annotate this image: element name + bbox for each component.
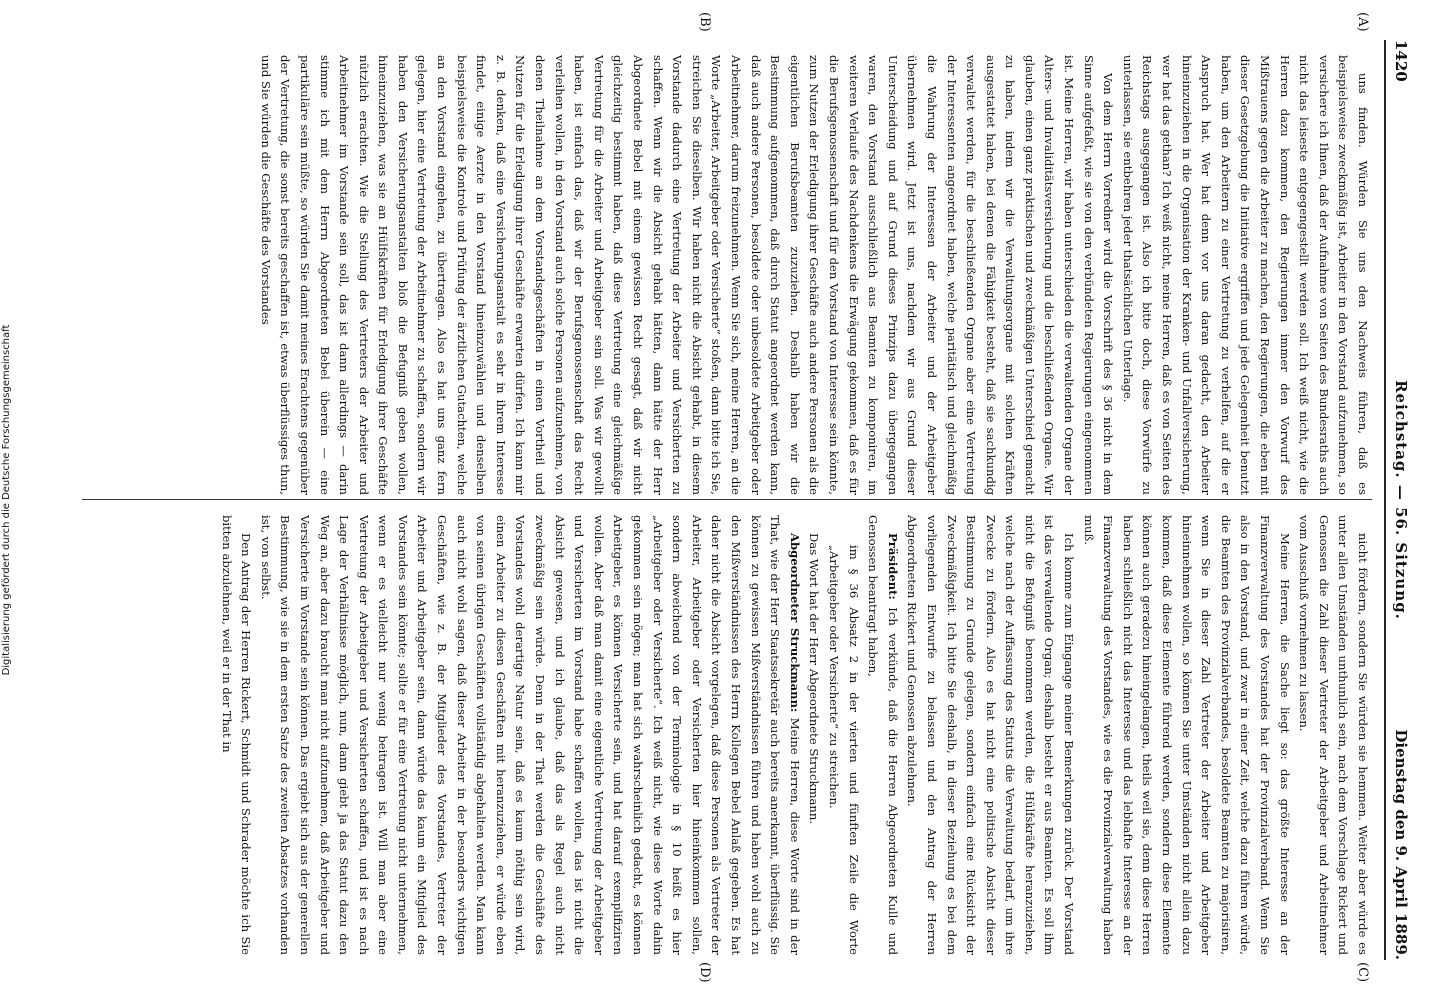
speaker-label-president: Präsident: <box>885 533 900 600</box>
digitization-credit: Digitalisierung gefördert durch die Deutsche Forschungsgemeinschaft <box>1 324 12 676</box>
struckmann-speech <box>255 515 804 955</box>
column-divider <box>82 499 1372 500</box>
left-paragraph-2: Von dem Herrn Vorredner wird die Vorschrift des § 36 nicht in dem Sinne aufgefaßt, wie sie von den verbündeten Regierungen eingenommen ist. Meine Herren, wir haben unterschieden die verwaltenden Organe der Alters- und Invaliditätsversicherung und die beschließenden Organe. Wir glauben, einen ganz praktischen und zweckmäßigen Unterschied gemacht zu haben, indem wir die Verwaltungsorgane mit solchen Kräften ausgestattet haben, bei denen die Fähigkeit besteht, daß sie sachkundig verwaltet werden, für die beschließenden Organe aber eine Vertretung der Interessenten angeordnet haben, welche paritätisch und gleichmäßig die Wahrung der Interessen der Arbeiter und der Arbeitgeber übernehmen wird. Jetzt ist uns, nachdem wir aus Grund dieser Unterscheidung und auf Grund dieses Prinzips dazu übergegangen waren, den Vorstand ausschließlich aus Beamten zu komponiren, im weiteren Verlaufe des Nachdenkens die Erwägung gekommen, daß es für die Berufsgenossenschaft und für den Vorstand von Interesse sein könnte, zum Nutzen der Erledigung ihrer Geschäfte auch andere Personen als die eigentlichen Berufsbeamten zuzuziehen. Deshalb haben wir die Bestimmung aufgenommen, daß durch Statut angeordnet werden kann, daß auch andere Personen, besoldete oder unbesoldete Arbeitgeber oder Arbeitnehmer, darum freizunehmen. Wenn Sie sich, meine Herren, an die Worte „Arbeiter, Arbeitgeber oder Versicherte“ stoßen, dann bitte ich Sie, streichen Sie dieselben. Wir haben nicht die Absicht gehabt, in diesem Vorstande dadurch eine Vertretung der Arbeiter und Versicherten zu schaffen. Wenn wir die Absicht gehabt hätten, dann hätte der Herr Abgeordnete Bebel mit einem gewissen Recht gesagt, daß wir nicht gleichzeitig bestimmt haben, daß diese Vertretung eine gleichmäßige Vertretung für die Arbeiter und Arbeitgeber sein soll. Was wir gewollt haben, ist einfach das, daß wir der Berufsgenossenschaft das Recht verleihen wollen, in den Vorstand auch solche Personen aufzunehmen, von denen Theilnahme an dem Vorstandsgeschäften in einen Vortheil und Nutzen für die Erledigung ihrer Geschäfte erwarten dürfen. Ich kann mir z. B. denken, daß eine Versicherungsanstalt es sehr in ihrem Interesse findet, einige Aerzte in den Vorstand hineinzuwählen und denselben beispielsweise die Kontrole und Prüfung der ärztlichen Gutachten, welche an den Vorstand eingehen, zu übertragen. Also es hat uns ganz fern gelegen, hier eine Vertretung der Arbeitnehmer zu schaffen, sondern wir haben den Versicherungsanstalten bloß die Befugniß geben wollen, hineinzuziehen, was sie an Hülfskräften für Erledigung ihrer Geschäfte nützlich erachten. Wie die Stellung des Vertreters der Arbeiter und Arbeitnehmer im Vorstande sein soll, das ist dann allerdings — darin stimme ich mit dem Herrn Abgeordneten Bebel überein — eine partikuläre sein müßte, so würden Sie damit meines Erachtens gegenüber der Vertretung, die sonst bereits geschaffen ist, etwas überflüssiges thun, und Sie würden die Geschäfte des Vorstandes <box>258 55 1116 495</box>
right-paragraph-2: Meine Herren, die Sache liegt so: das größte Interesse an der Finanzverwaltung des Vorstandes hat der Provinzialverband. Wenn Sie also in den Vorstand, und zwar in einer Zeit, welche dazu führen würde, die Beamten des Provinzialverbandes, besoldete Beamten zu majorisiren, wenn Sie in dieser Zahl Vertreter der Arbeiter und Arbeitgeber hineinnehmen wollen, so können Sie unter Umständen nicht allein dazu kommen, daß diese Elemente führend werden, sondern diese Elemente können auch geradezu hineingelangen, theils weil sie, denn diese Herren haben schließlich nicht das Interesse und das lebhafte Interesse an der Finanzverwaltung des Vorstandes, wie es die Provinzialverwaltung haben muß. <box>1081 515 1292 955</box>
left-column <box>82 55 1372 495</box>
motion-text: im § 36 Absatz 2 in der vierten und fünften Zeile die Worte „Arbeitgeber oder Versicherte“ zu streichen. <box>826 545 861 955</box>
margin-mark-b: (B) <box>697 12 712 32</box>
header-title: Reichstag. — 56. Sitzung. <box>1392 380 1410 620</box>
margin-mark-d: (D) <box>697 962 712 983</box>
right-paragraph-3: Ich komme zum Eingange meiner Bemerkungen zurück. Der Vorstand ist das verwaltende Organ; deshalb besteht er aus Beamten. Es soll ihm nicht die Befugniß benommen werden, die Hülfskräfte heranzuziehen, welche nach der Auffassung des Statuts die Verwaltung bedarf, um ihre Zwecke zu fördern. Also es hat nicht eine politische Absicht dieser Bestimmung zu Grunde gelegen, sondern einfach eine Rücksicht der Zweckmäßigkeit. Ich bitte Sie deshalb, in dieser Beziehung es bei dem vorliegenden Entwurfe zu belassen und den Antrag der Herren Abgeordneten Rickert und Genossen abzulehnen. <box>905 515 1077 955</box>
left-paragraph-1: uns finden. Würden Sie uns den Nachweis führen, daß es beispielsweise zweckmäßig ist, Arbeiter in den Vorstand aufzunehmen, so versichere ich Ihnen, daß der Aufnahme von Seiten des Bundesraths auch nicht das leiseste entgegengestellt werden soll. Ich weiß nicht, wie die Herren dazu kommen, den Regierungen immer den Vorwurf des Mißtrauens gegen die Arbeiter zu machen, den Regierungen, die eben mit dieser Gesetzgebung die Initiative ergriffen und jede Gelegenheit benutzt haben, um den Arbeitern zu einer Vertretung zu verhelfen, auf die er Anspruch hat. Wer hat denn vor uns daran gedacht, den Arbeiter hineinzuziehen in die Organisation der Kranken- und Unfallversicherung, wer hat das gethan? Ich weiß nicht, meine Herren, daß es von Seiten des Reichstags ausgegangen ist. Also ich bitte doch, diese Vorwürfe zu unterlassen, sie entbehren jeder thatsächlichen Unterlage. <box>1120 55 1370 495</box>
page-number: 1420 <box>1392 40 1410 82</box>
footer-strip <box>0 0 14 1000</box>
right-paragraph-8: Den Antrag der Herren Rickert, Schmidt und Schrader möchte ich Sie bitten abzulehnen, weil er in der That in <box>219 515 254 955</box>
margin-mark-c: (C) <box>1355 962 1370 983</box>
struckmann-text: Meine Herren, diese Worte sind in der That, wie der Herr Staatssekretär auch bereits anerkannt, überflüssig. Sie können zu gewissen Mißverständnissen führen und haben wohl auch zu den Mißverständnissen des Herrn Kollegen Bebel Anlaß gegeben. Es hat daher nicht die Absicht vorgelegen, daß diese Personen als Vertreter der Arbeiter, Arbeitgeber oder Versicherten hier hineinkommen sollen, sondern abweichend von der Terminologie in § 10 heißt es hier „Arbeitgeber oder Versicherte“. Ich weiß nicht, wie diese Worte dahin gekommen sein mögen; man hat sich wahrscheinlich gedacht, es können Arbeitgeber, es können Versicherte sein, und hat darauf exemplifiziren wollen. Aber daß man damit eine eigentliche Vertretung der Arbeitgeber und Versicherten im Vorstand habe schaffen wollen, das ist nicht die Absicht gewesen, und ich glaube, daß das als Regel auch nicht zweckmäßig sein würde. Denn in der That werden die Geschäfte des Vorstandes wohl derartige Natur sein, daß es kaum nöthig sein wird, einen Arbeiter zu diesen Geschäften mit heranzuziehen, er würde eben von seinen übrigen Geschäften vollständig abgehalten werden. Man kann auch nicht wohl sagen, daß dieser Arbeiter in der besonders wichtigen Geschäften, wie z. B. der Mitglieder des Vorstandes, Vertreter der Arbeiter und Arbeitgeber sein, dann würde das kaum ein Mitglied des Vorstandes sein könnte; sollte er für eine Vertretung nicht unternehmen, wenn er es vielleicht nur wenig beitragen ist. Will man aber eine Vertretung der Arbeitgeber und Versicherten schaffen, und ist es nach Lage der Verhältnisse möglich, nun, dann giebt ja das Statut dazu den Weg an, aber dazu braucht man nicht aufzunehmen, daß Arbeitgeber und Versicherte im Vorstande sein können. Das ergiebt sich aus der generellen Bestimmung, wie sie in dem ersten Satze des zweiten Absatzes vorhanden ist, von selbst. <box>258 515 802 955</box>
right-column <box>82 515 1372 955</box>
president-remark <box>863 515 902 955</box>
margin-mark-a: (A) <box>1355 12 1370 32</box>
floor-given: Das Wort hat der Herr Abgeordnete Struckmann. <box>807 533 822 825</box>
right-paragraph-1: nicht fördern, sondern Sie würden sie hemmen. Weiter aber würde es unter allen Umständen unthunlich sein, nach dem Vorschlage Rickert und Genossen die Zahl dieser Vertreter der Arbeitgeber und Arbeitnehmer vom Ausschuß vornehmen zu lassen. <box>1297 515 1370 955</box>
page-header <box>1384 40 1412 960</box>
president-text: Ich verkünde, daß die Herren Abgeordneten Kulle und Genossen beantragt haben, <box>866 515 900 955</box>
header-date: Dienstag den 9. April 1889. <box>1392 729 1410 960</box>
speaker-label-struckmann: Abgeordneter Struckmann: <box>787 533 802 713</box>
